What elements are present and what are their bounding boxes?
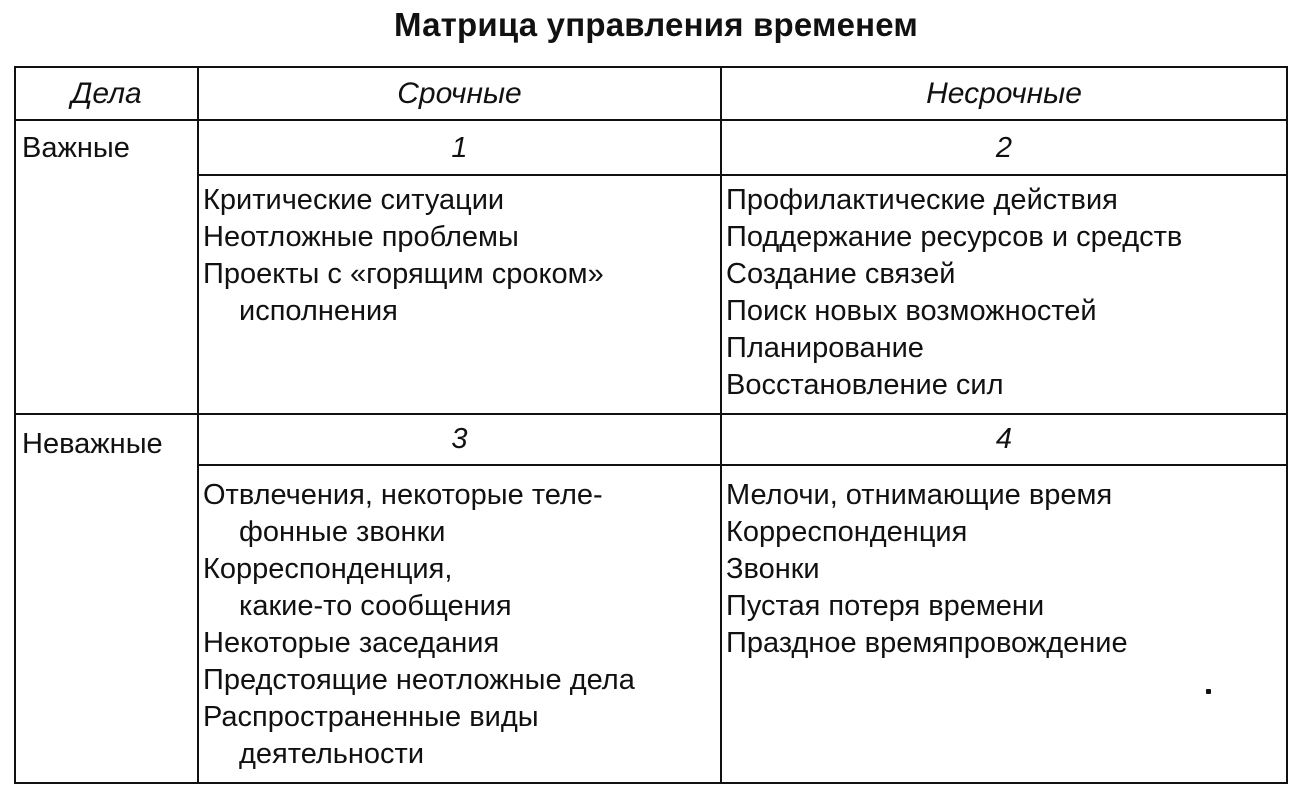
quadrant-1-list — [203, 182, 604, 330]
row1-number-divider — [197, 174, 1286, 176]
row-label-important: Важные — [22, 132, 130, 164]
list-item: Предстоящие неотложные дела — [203, 664, 635, 696]
quadrant-number-2: 2 — [995, 132, 1013, 164]
list-item: исполнения — [239, 295, 398, 327]
list-item: Проекты с «горящим сроком» — [203, 258, 604, 290]
list-item: фонные звонки — [239, 516, 446, 548]
row2-number-divider — [197, 464, 1286, 466]
list-item: Пустая потеря времени — [726, 590, 1045, 622]
list-item: Некоторые заседания — [203, 627, 500, 659]
quadrant-number-4: 4 — [995, 423, 1013, 455]
list-item: Восстановление сил — [726, 369, 1004, 401]
time-management-matrix — [14, 66, 1288, 784]
quadrant-number-3: 3 — [451, 423, 468, 455]
header-corner-cell: Дела — [71, 77, 142, 110]
quadrant-3-list — [203, 477, 635, 773]
list-item: Распространенные виды — [203, 701, 539, 733]
list-item: Корреспонденция — [726, 516, 968, 548]
row-label-not-important: Неважные — [22, 428, 163, 460]
quadrant-number-1: 1 — [451, 132, 468, 164]
quadrant-2-list — [726, 182, 1182, 404]
list-item: Мелочи, отнимающие время — [726, 479, 1113, 511]
list-item: Отвлечения, некоторые теле- — [203, 479, 603, 511]
row-divider — [16, 413, 1286, 415]
stray-dot — [1206, 689, 1211, 694]
list-item: Поддержание ресурсов и средств — [726, 221, 1183, 253]
list-item: Создание связей — [726, 258, 956, 290]
quadrant-4-list — [726, 477, 1128, 662]
list-item: Планирование — [726, 332, 924, 364]
page-title: Матрица управления временем — [393, 6, 919, 43]
list-item: деятельности — [239, 738, 425, 770]
list-item: Звонки — [726, 553, 820, 585]
list-item: Критические ситуации — [203, 184, 505, 216]
list-item: Неотложные проблемы — [203, 221, 519, 253]
list-item: Праздное времяпровождение — [726, 627, 1128, 659]
header-divider — [16, 119, 1286, 121]
list-item: какие-то сообщения — [239, 590, 512, 622]
header-urgent-cell: Срочные — [397, 77, 522, 110]
header-not-urgent-cell: Несрочные — [926, 77, 1082, 110]
list-item: Корреспонденция, — [203, 553, 453, 585]
list-item: Поиск новых возможностей — [726, 295, 1097, 327]
list-item: Профилактические действия — [726, 184, 1118, 216]
